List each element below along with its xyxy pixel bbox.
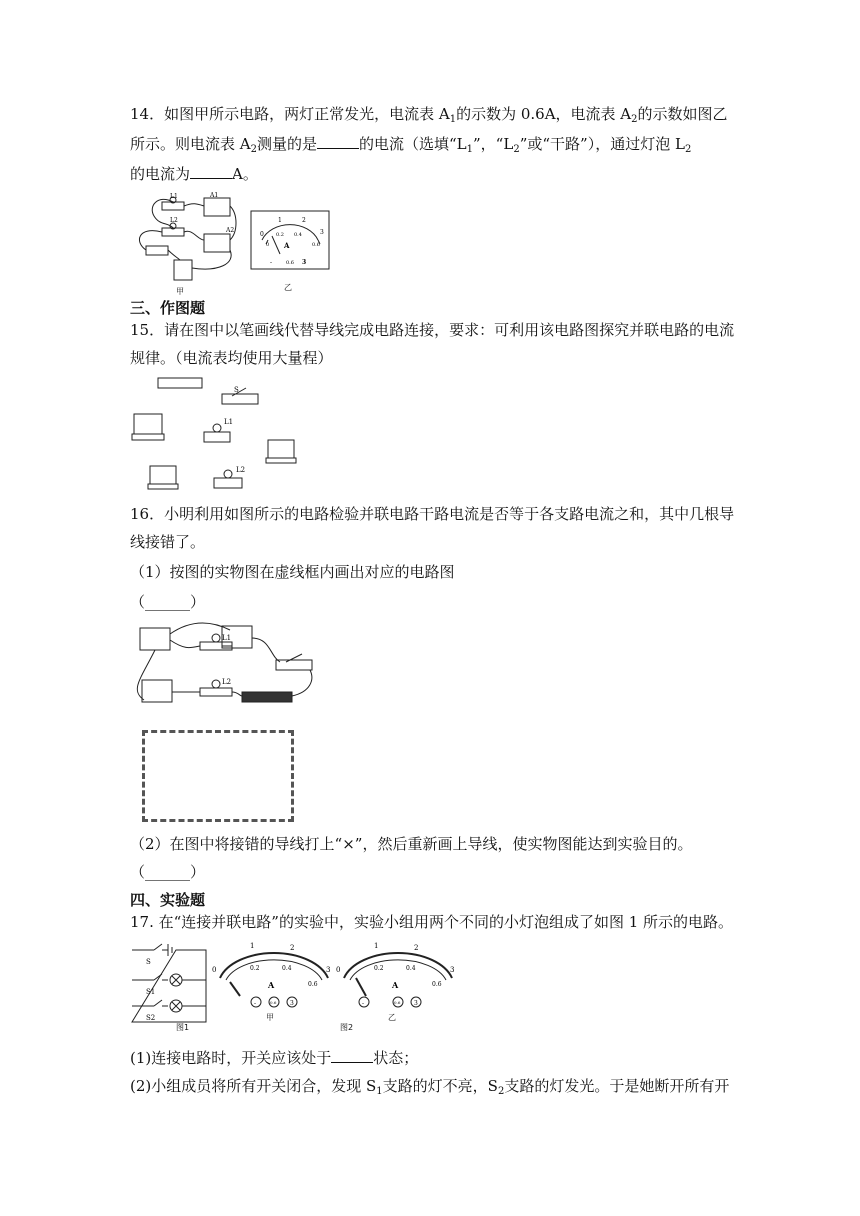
answer-placeholder[interactable]: （______）: [130, 863, 206, 881]
text: 状态；: [373, 1049, 419, 1067]
term-minus: -: [270, 259, 273, 266]
tick-2: 2: [414, 944, 419, 952]
text: 支路的灯不亮，S: [382, 1077, 498, 1095]
q17-line-1: 17. 在“连接并联电路”的实验中，实验小组用两个不同的小灯泡组成了如图 1 所示的电路。: [130, 913, 734, 931]
tick-0: 0: [212, 966, 217, 974]
term-3: 3: [302, 259, 307, 266]
subscript: 2: [684, 144, 692, 155]
battery: [242, 692, 292, 702]
q14-line-1: [130, 104, 728, 130]
q17-part-2: [130, 1076, 729, 1102]
meter-unit: A: [268, 980, 275, 990]
subscript: 1: [376, 1086, 383, 1097]
switch: [222, 394, 258, 404]
switch: [276, 660, 312, 670]
text: 测量的是: [256, 135, 317, 153]
text: 支路的灯发光。于是她断开所有开: [504, 1077, 730, 1095]
tick-3: 3: [320, 229, 324, 236]
term-1: -: [254, 1000, 257, 1007]
subscript: 2: [497, 1086, 505, 1097]
ammeter-1: [134, 414, 162, 434]
q17-part-1: [130, 1048, 418, 1068]
text: (2)小组成员将所有开关闭合，发现 S: [130, 1077, 377, 1095]
meter-unit: A: [284, 241, 290, 250]
lamp-l1: [204, 432, 230, 442]
label-s: S: [234, 386, 239, 394]
q16-line-1: 16．小明利用如图所示的电路检验并联电路干路电流是否等于各支路电流之和，其中几根导: [130, 505, 735, 523]
q17-meter-jia: [210, 938, 336, 1018]
tick-1: 1: [374, 942, 379, 950]
text: ”，“L: [473, 135, 514, 153]
tick-0: 0: [260, 231, 264, 238]
tick-b02: 0.2: [250, 965, 260, 972]
caption-yi: 乙: [284, 283, 292, 292]
tick-b02: 0.2: [276, 232, 284, 238]
ammeter-bottom: [142, 680, 172, 702]
text: (1)连接电路时，开关应该处于: [130, 1049, 332, 1067]
label-s: S: [146, 958, 151, 966]
term-3: 3: [290, 1000, 294, 1007]
tick-b06: 0.6: [308, 981, 318, 988]
q14-line-3: [130, 164, 258, 184]
tick-1: 1: [250, 942, 255, 950]
tick-1: 1: [278, 217, 282, 224]
caption-fig1: 图1: [176, 1023, 190, 1032]
subscript: 2: [250, 144, 257, 155]
label-l1: L1: [170, 193, 178, 200]
tick-b0: 0: [266, 242, 270, 248]
ammeter-2: [268, 440, 294, 458]
q14-ammeter-figure: [250, 210, 330, 270]
q17-fig1-circuit: [128, 940, 210, 1032]
tick-3: 3: [450, 966, 455, 974]
tick-b06: 0.6: [312, 242, 320, 248]
label-s2: S2: [146, 1014, 156, 1022]
label-a1: A1: [210, 192, 219, 199]
tick-2: 2: [302, 217, 306, 224]
battery: [158, 378, 202, 388]
answer-blank[interactable]: [317, 134, 359, 149]
q15-line-2: 规律。（电流表均使用大量程）: [130, 349, 333, 367]
term-06: 0.6: [286, 260, 294, 266]
text: 的电流为: [130, 165, 191, 183]
term-2: 0.6: [270, 1000, 277, 1005]
answer-blank[interactable]: [331, 1048, 373, 1063]
q16-circuit-figure: [130, 620, 320, 716]
text: 14．如图甲所示电路，两灯正常发光，电流表 A: [130, 105, 450, 123]
tick-b04: 0.4: [294, 232, 302, 238]
q16-line-2: 线接错了。: [130, 533, 206, 551]
q16-part-2: （2）在图中将接错的导线打上“×”，然后重新画上导线，使实物图能达到实验目的。: [130, 835, 693, 853]
ammeter-top: [140, 628, 170, 650]
text: 的示数为 0.6A，电流表 A: [456, 105, 632, 123]
caption-fig2: 图2: [340, 1023, 354, 1032]
tick-0: 0: [336, 966, 341, 974]
subscript: 1: [466, 144, 474, 155]
answer-placeholder[interactable]: （______）: [130, 593, 206, 611]
q16-part-1: （1）按图的实物图在虚线框内画出对应的电路图: [130, 563, 455, 581]
tick-b02: 0.2: [374, 965, 384, 972]
subscript: 2: [513, 144, 520, 155]
label-s1: S1: [146, 988, 156, 996]
text: ”或“干路”），通过灯泡 L: [519, 135, 685, 153]
q17-meter-yi: [334, 938, 460, 1018]
caption-jia: 甲: [176, 287, 184, 296]
lamp-l2: [200, 688, 232, 696]
tick-3: 3: [326, 966, 331, 974]
battery: [174, 260, 192, 280]
term-2: 0.6: [394, 1000, 401, 1005]
term-3: 3: [414, 1000, 418, 1007]
q14-circuit-figure: [128, 192, 240, 288]
label-l2: L2: [170, 217, 178, 224]
label-l1: L1: [222, 634, 232, 642]
section-title: 四、实验题: [130, 891, 206, 909]
meter-unit: A: [392, 980, 399, 990]
text: 所示。则电流表 A: [130, 135, 251, 153]
q15-components-figure: [128, 374, 308, 494]
subscript: 1: [449, 114, 457, 125]
ammeter-a1: [204, 198, 230, 216]
q14-line-2: [130, 134, 691, 160]
q15-line-1: 15．请在图中以笔画线代替导线完成电路连接，要求：可利用该电路图探究并联电路的电流: [130, 321, 735, 339]
text: A。: [232, 165, 258, 183]
section-title: 三、作图题: [130, 299, 206, 317]
drawing-area-box[interactable]: [142, 730, 294, 822]
ammeter-3: [150, 466, 176, 484]
tick-b06: 0.6: [432, 981, 442, 988]
text: 的示数如图乙: [637, 105, 728, 123]
label-l1: L1: [224, 418, 234, 426]
term-1: -: [362, 1000, 365, 1007]
switch: [146, 246, 168, 255]
ammeter-a2: [204, 234, 230, 252]
caption-yi: 乙: [388, 1013, 396, 1022]
caption-jia: 甲: [266, 1013, 274, 1022]
lamp-l2: [214, 478, 242, 488]
tick-2: 2: [290, 944, 295, 952]
label-a2: A2: [226, 227, 235, 234]
label-l2: L2: [222, 678, 232, 686]
text: 的电流（选填“L: [359, 135, 467, 153]
subscript: 2: [631, 114, 638, 125]
tick-b04: 0.4: [406, 965, 416, 972]
answer-blank[interactable]: [190, 164, 232, 179]
tick-b04: 0.4: [282, 965, 292, 972]
label-l2: L2: [236, 466, 246, 474]
